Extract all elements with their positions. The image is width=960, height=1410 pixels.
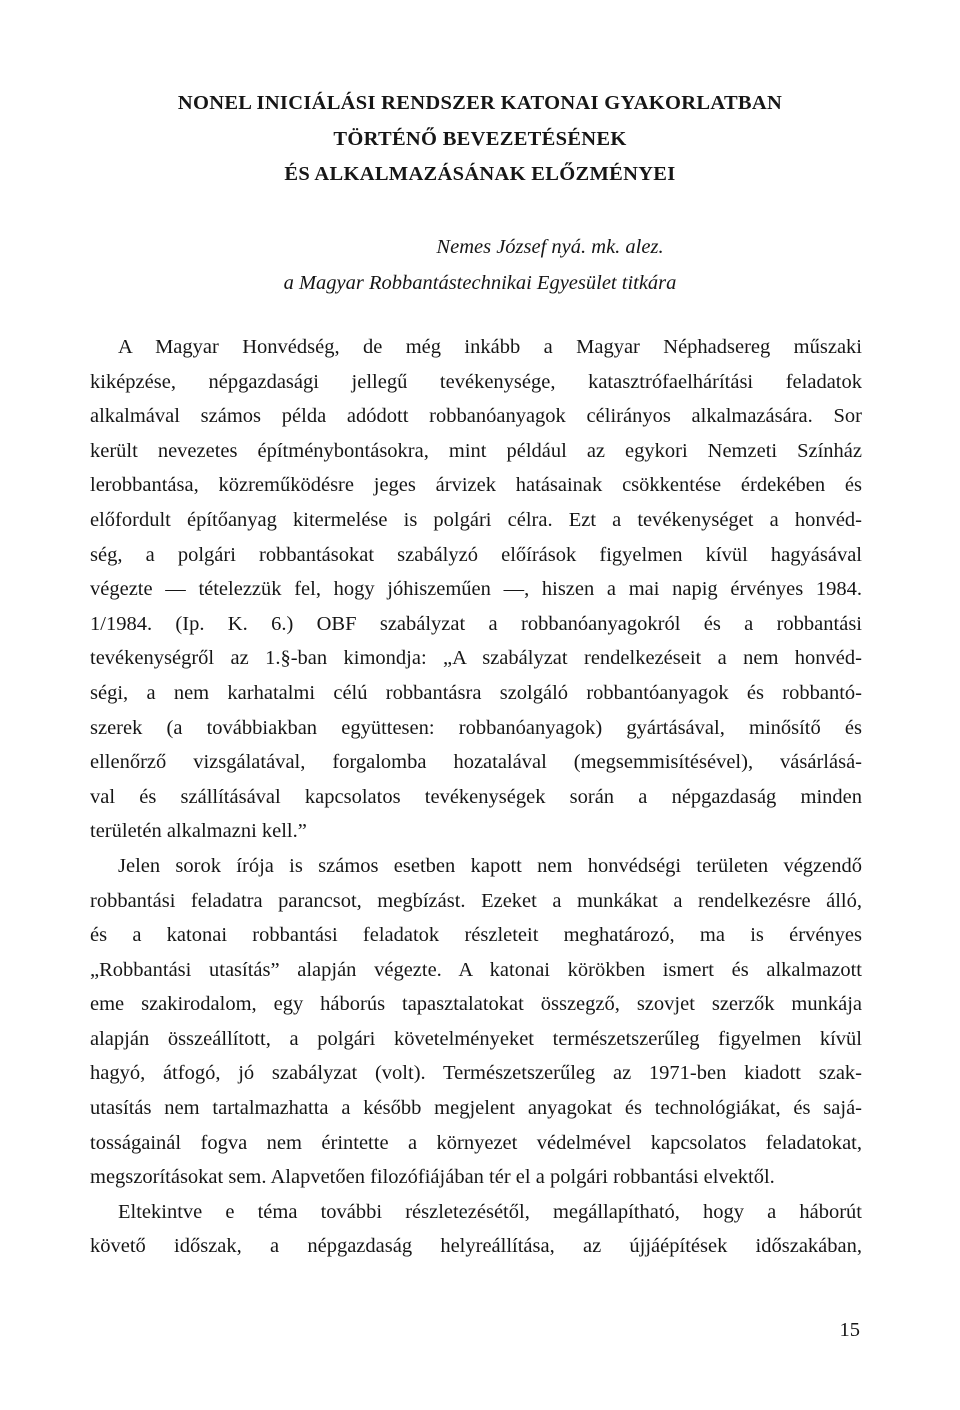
text-line: ségi, a nem karhatalmi célú robbantásra szolgáló robbantóanyagok és robbantó- (90, 681, 862, 704)
text-line: szerek (a továbbiakban együttesen: robbanóanyagok) gyártásával, minősítő és (90, 716, 862, 739)
article-title (80, 86, 880, 193)
author-role: a Magyar Robbantástechnikai Egyesület titkára (283, 272, 677, 294)
text-line: követő időszak, a népgazdaság helyreállítása, az újjáépítések időszakában, (90, 1235, 862, 1258)
text-line: ellenőrző vizsgálatával, forgalomba hozatalával (megsemmisítésével), vásárlásá- (90, 751, 862, 774)
text-line: tosságainál fogva nem érintette a környezet védelmével kapcsolatos feladatokat, (90, 1131, 862, 1154)
text-line: robbantási feladatra parancsot, megbízást. Ezeket a munkákat a rendelkezésre álló, (90, 889, 862, 912)
text-line: Jelen sorok írója is számos esetben kapott nem honvédségi területen végzendő (118, 854, 862, 877)
text-line: előfordult építőanyag kitermelése is polgári célra. Ezt a tevékenységet a honvéd- (90, 508, 862, 531)
title-line: NONEL INICIÁLÁSI RENDSZER KATONAI GYAKORLATBAN (177, 92, 783, 114)
text-line: alkalmával számos példa adódott robbanóanyagok célirányos alkalmazására. Sor (90, 405, 862, 428)
text-line: Eltekintve e téma további részletezésétől, megállapítható, hogy a háborút (118, 1200, 862, 1223)
article-body (90, 330, 862, 1264)
text-line: alapján összeállított, a polgári követelményeket természetszerűleg figyelmen kívül (90, 1027, 862, 1050)
text-line: 1/1984. (Ip. K. 6.) OBF szabályzat a robbanóanyagokról és a robbantási (90, 612, 862, 635)
paragraph (90, 1195, 862, 1264)
text-line: kiképzése, népgazdasági jellegű tevékenysége, katasztrófaelhárítási feladatok (90, 370, 862, 393)
text-line: került nevezetes építménybontásokra, mint például az egykori Nemzeti Színház (90, 439, 862, 462)
text-line: utasítás nem tartalmazhatta a később megjelent anyagokat és technológiákat, és sajá- (90, 1097, 862, 1120)
text-line: ség, a polgári robbantásokat szabályzó előírások figyelmen kívül hagyásával (90, 543, 862, 566)
text-line: területén alkalmazni kell.” (90, 820, 307, 843)
text-line: tevékenységről az 1.§-ban kimondja: „A szabályzat rendelkezéseit a nem honvéd- (90, 647, 862, 670)
page-number: 15 (839, 1319, 860, 1341)
text-line: val és szállításával kapcsolatos tevékenységek során a népgazdaság minden (90, 785, 862, 808)
paragraph (90, 330, 862, 849)
text-line: eme szakirodalom, egy háborús tapasztalatokat összegző, szovjet szerzők munkája (90, 993, 862, 1016)
text-line: lerobbantása, közreműködésre jeges árvizek hatásainak csökkentése érdekében és (90, 474, 862, 497)
text-line: „Robbantási utasítás” alapján végezte. A katonai körökben ismert és alkalmazott (90, 958, 862, 981)
text-line: és a katonai robbantási feladatok részleteit meghatározó, ma is érvényes (90, 924, 862, 947)
paragraph (90, 849, 862, 1195)
title-line: TÖRTÉNŐ BEVEZETÉSÉNEK (333, 127, 627, 150)
author-block (80, 229, 880, 301)
text-line: hagyó, átfogó, jó szabályzat (volt). Természetszerűleg az 1971-ben kiadott szak- (90, 1062, 862, 1085)
text-line: A Magyar Honvédség, de még inkább a Magyar Néphadsereg műszaki (118, 336, 862, 358)
text-line: végezte — tételezzük fel, hogy jóhiszeműen —, hiszen a mai napig érvényes 1984. (90, 578, 862, 601)
author-name: Nemes József nyá. mk. alez. (436, 236, 664, 258)
title-line: ÉS ALKALMAZÁSÁNAK ELŐZMÉNYEI (284, 163, 676, 185)
text-line: megszorításokat sem. Alapvetően filozófiájában tér el a polgári robbantási elvektől. (90, 1166, 775, 1189)
